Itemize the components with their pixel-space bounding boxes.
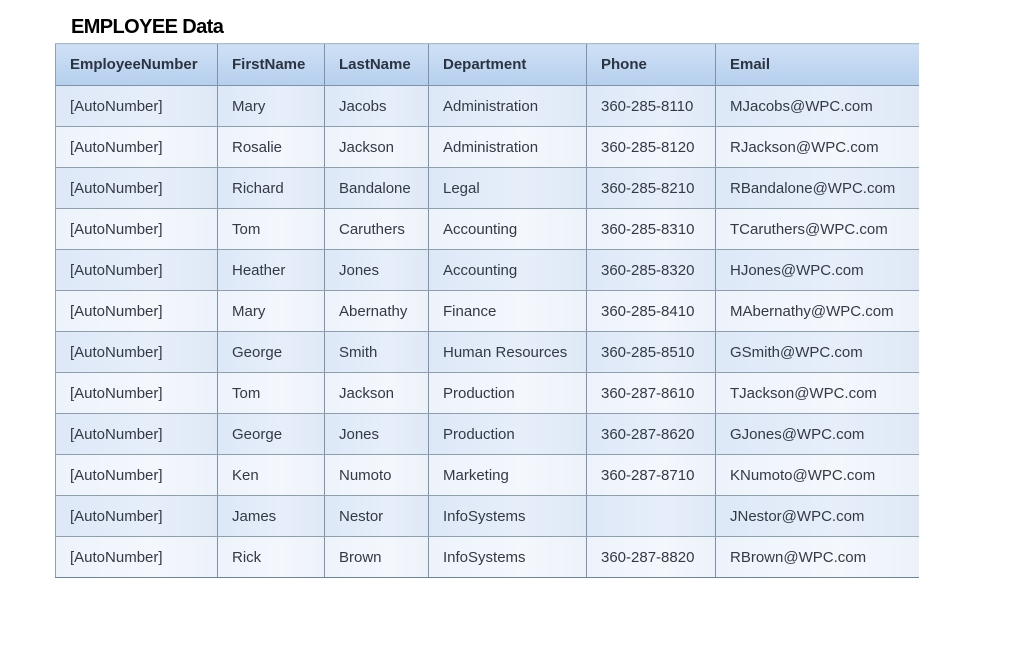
- cell-last-name: Brown: [325, 537, 429, 578]
- cell-department: Accounting: [429, 250, 587, 291]
- cell-first-name: Mary: [218, 291, 325, 332]
- cell-department: Human Resources: [429, 332, 587, 373]
- cell-phone: 360-285-8510: [587, 332, 716, 373]
- table-row: [56, 496, 919, 537]
- cell-last-name: Numoto: [325, 455, 429, 496]
- cell-department: Finance: [429, 291, 587, 332]
- column-header-department: Department: [429, 44, 587, 86]
- table-row: [56, 537, 919, 578]
- cell-employee-number: [AutoNumber]: [56, 291, 218, 332]
- cell-first-name: George: [218, 332, 325, 373]
- cell-email: TJackson@WPC.com: [716, 373, 919, 414]
- table-row: [56, 127, 919, 168]
- cell-email: RJackson@WPC.com: [716, 127, 919, 168]
- cell-phone: 360-285-8410: [587, 291, 716, 332]
- table-body: [56, 86, 919, 578]
- cell-first-name: Rosalie: [218, 127, 325, 168]
- employee-table: [55, 43, 919, 578]
- cell-phone: 360-285-8120: [587, 127, 716, 168]
- cell-email: RBrown@WPC.com: [716, 537, 919, 578]
- cell-employee-number: [AutoNumber]: [56, 168, 218, 209]
- cell-email: JNestor@WPC.com: [716, 496, 919, 537]
- cell-email: RBandalone@WPC.com: [716, 168, 919, 209]
- table-row: [56, 414, 919, 455]
- cell-first-name: Richard: [218, 168, 325, 209]
- cell-department: Marketing: [429, 455, 587, 496]
- table-row: [56, 86, 919, 127]
- cell-email: TCaruthers@WPC.com: [716, 209, 919, 250]
- cell-phone: 360-285-8320: [587, 250, 716, 291]
- column-header-first-name: FirstName: [218, 44, 325, 86]
- table-row: [56, 168, 919, 209]
- cell-email: KNumoto@WPC.com: [716, 455, 919, 496]
- cell-first-name: James: [218, 496, 325, 537]
- cell-department: Legal: [429, 168, 587, 209]
- column-header-email: Email: [716, 44, 919, 86]
- cell-email: MAbernathy@WPC.com: [716, 291, 919, 332]
- table-header-row: [56, 44, 919, 86]
- cell-first-name: Tom: [218, 209, 325, 250]
- cell-last-name: Jacobs: [325, 86, 429, 127]
- cell-phone: 360-285-8310: [587, 209, 716, 250]
- cell-last-name: Jackson: [325, 127, 429, 168]
- cell-phone: 360-287-8710: [587, 455, 716, 496]
- cell-last-name: Jackson: [325, 373, 429, 414]
- cell-email: MJacobs@WPC.com: [716, 86, 919, 127]
- table-row: [56, 209, 919, 250]
- cell-email: GJones@WPC.com: [716, 414, 919, 455]
- cell-phone: 360-287-8610: [587, 373, 716, 414]
- cell-employee-number: [AutoNumber]: [56, 455, 218, 496]
- column-header-phone: Phone: [587, 44, 716, 86]
- cell-last-name: Jones: [325, 414, 429, 455]
- cell-first-name: Ken: [218, 455, 325, 496]
- cell-phone: 360-287-8820: [587, 537, 716, 578]
- cell-department: InfoSystems: [429, 537, 587, 578]
- cell-department: Production: [429, 414, 587, 455]
- cell-email: GSmith@WPC.com: [716, 332, 919, 373]
- cell-department: Administration: [429, 86, 587, 127]
- table-row: [56, 291, 919, 332]
- column-header-employee-number: EmployeeNumber: [56, 44, 218, 86]
- cell-first-name: Tom: [218, 373, 325, 414]
- cell-last-name: Abernathy: [325, 291, 429, 332]
- cell-last-name: Nestor: [325, 496, 429, 537]
- table-row: [56, 373, 919, 414]
- cell-employee-number: [AutoNumber]: [56, 373, 218, 414]
- cell-department: Administration: [429, 127, 587, 168]
- cell-first-name: Rick: [218, 537, 325, 578]
- table-row: [56, 250, 919, 291]
- cell-employee-number: [AutoNumber]: [56, 537, 218, 578]
- cell-employee-number: [AutoNumber]: [56, 209, 218, 250]
- cell-employee-number: [AutoNumber]: [56, 332, 218, 373]
- cell-phone: 360-285-8110: [587, 86, 716, 127]
- cell-first-name: Mary: [218, 86, 325, 127]
- cell-phone: [587, 496, 716, 537]
- cell-last-name: Caruthers: [325, 209, 429, 250]
- cell-employee-number: [AutoNumber]: [56, 250, 218, 291]
- page-title: EMPLOYEE Data: [71, 16, 224, 38]
- cell-last-name: Smith: [325, 332, 429, 373]
- cell-employee-number: [AutoNumber]: [56, 414, 218, 455]
- cell-phone: 360-287-8620: [587, 414, 716, 455]
- cell-phone: 360-285-8210: [587, 168, 716, 209]
- table-row: [56, 332, 919, 373]
- cell-last-name: Jones: [325, 250, 429, 291]
- cell-email: HJones@WPC.com: [716, 250, 919, 291]
- cell-employee-number: [AutoNumber]: [56, 496, 218, 537]
- cell-department: Production: [429, 373, 587, 414]
- column-header-last-name: LastName: [325, 44, 429, 86]
- cell-department: Accounting: [429, 209, 587, 250]
- table-row: [56, 455, 919, 496]
- cell-employee-number: [AutoNumber]: [56, 127, 218, 168]
- cell-first-name: George: [218, 414, 325, 455]
- cell-department: InfoSystems: [429, 496, 587, 537]
- cell-employee-number: [AutoNumber]: [56, 86, 218, 127]
- cell-first-name: Heather: [218, 250, 325, 291]
- cell-last-name: Bandalone: [325, 168, 429, 209]
